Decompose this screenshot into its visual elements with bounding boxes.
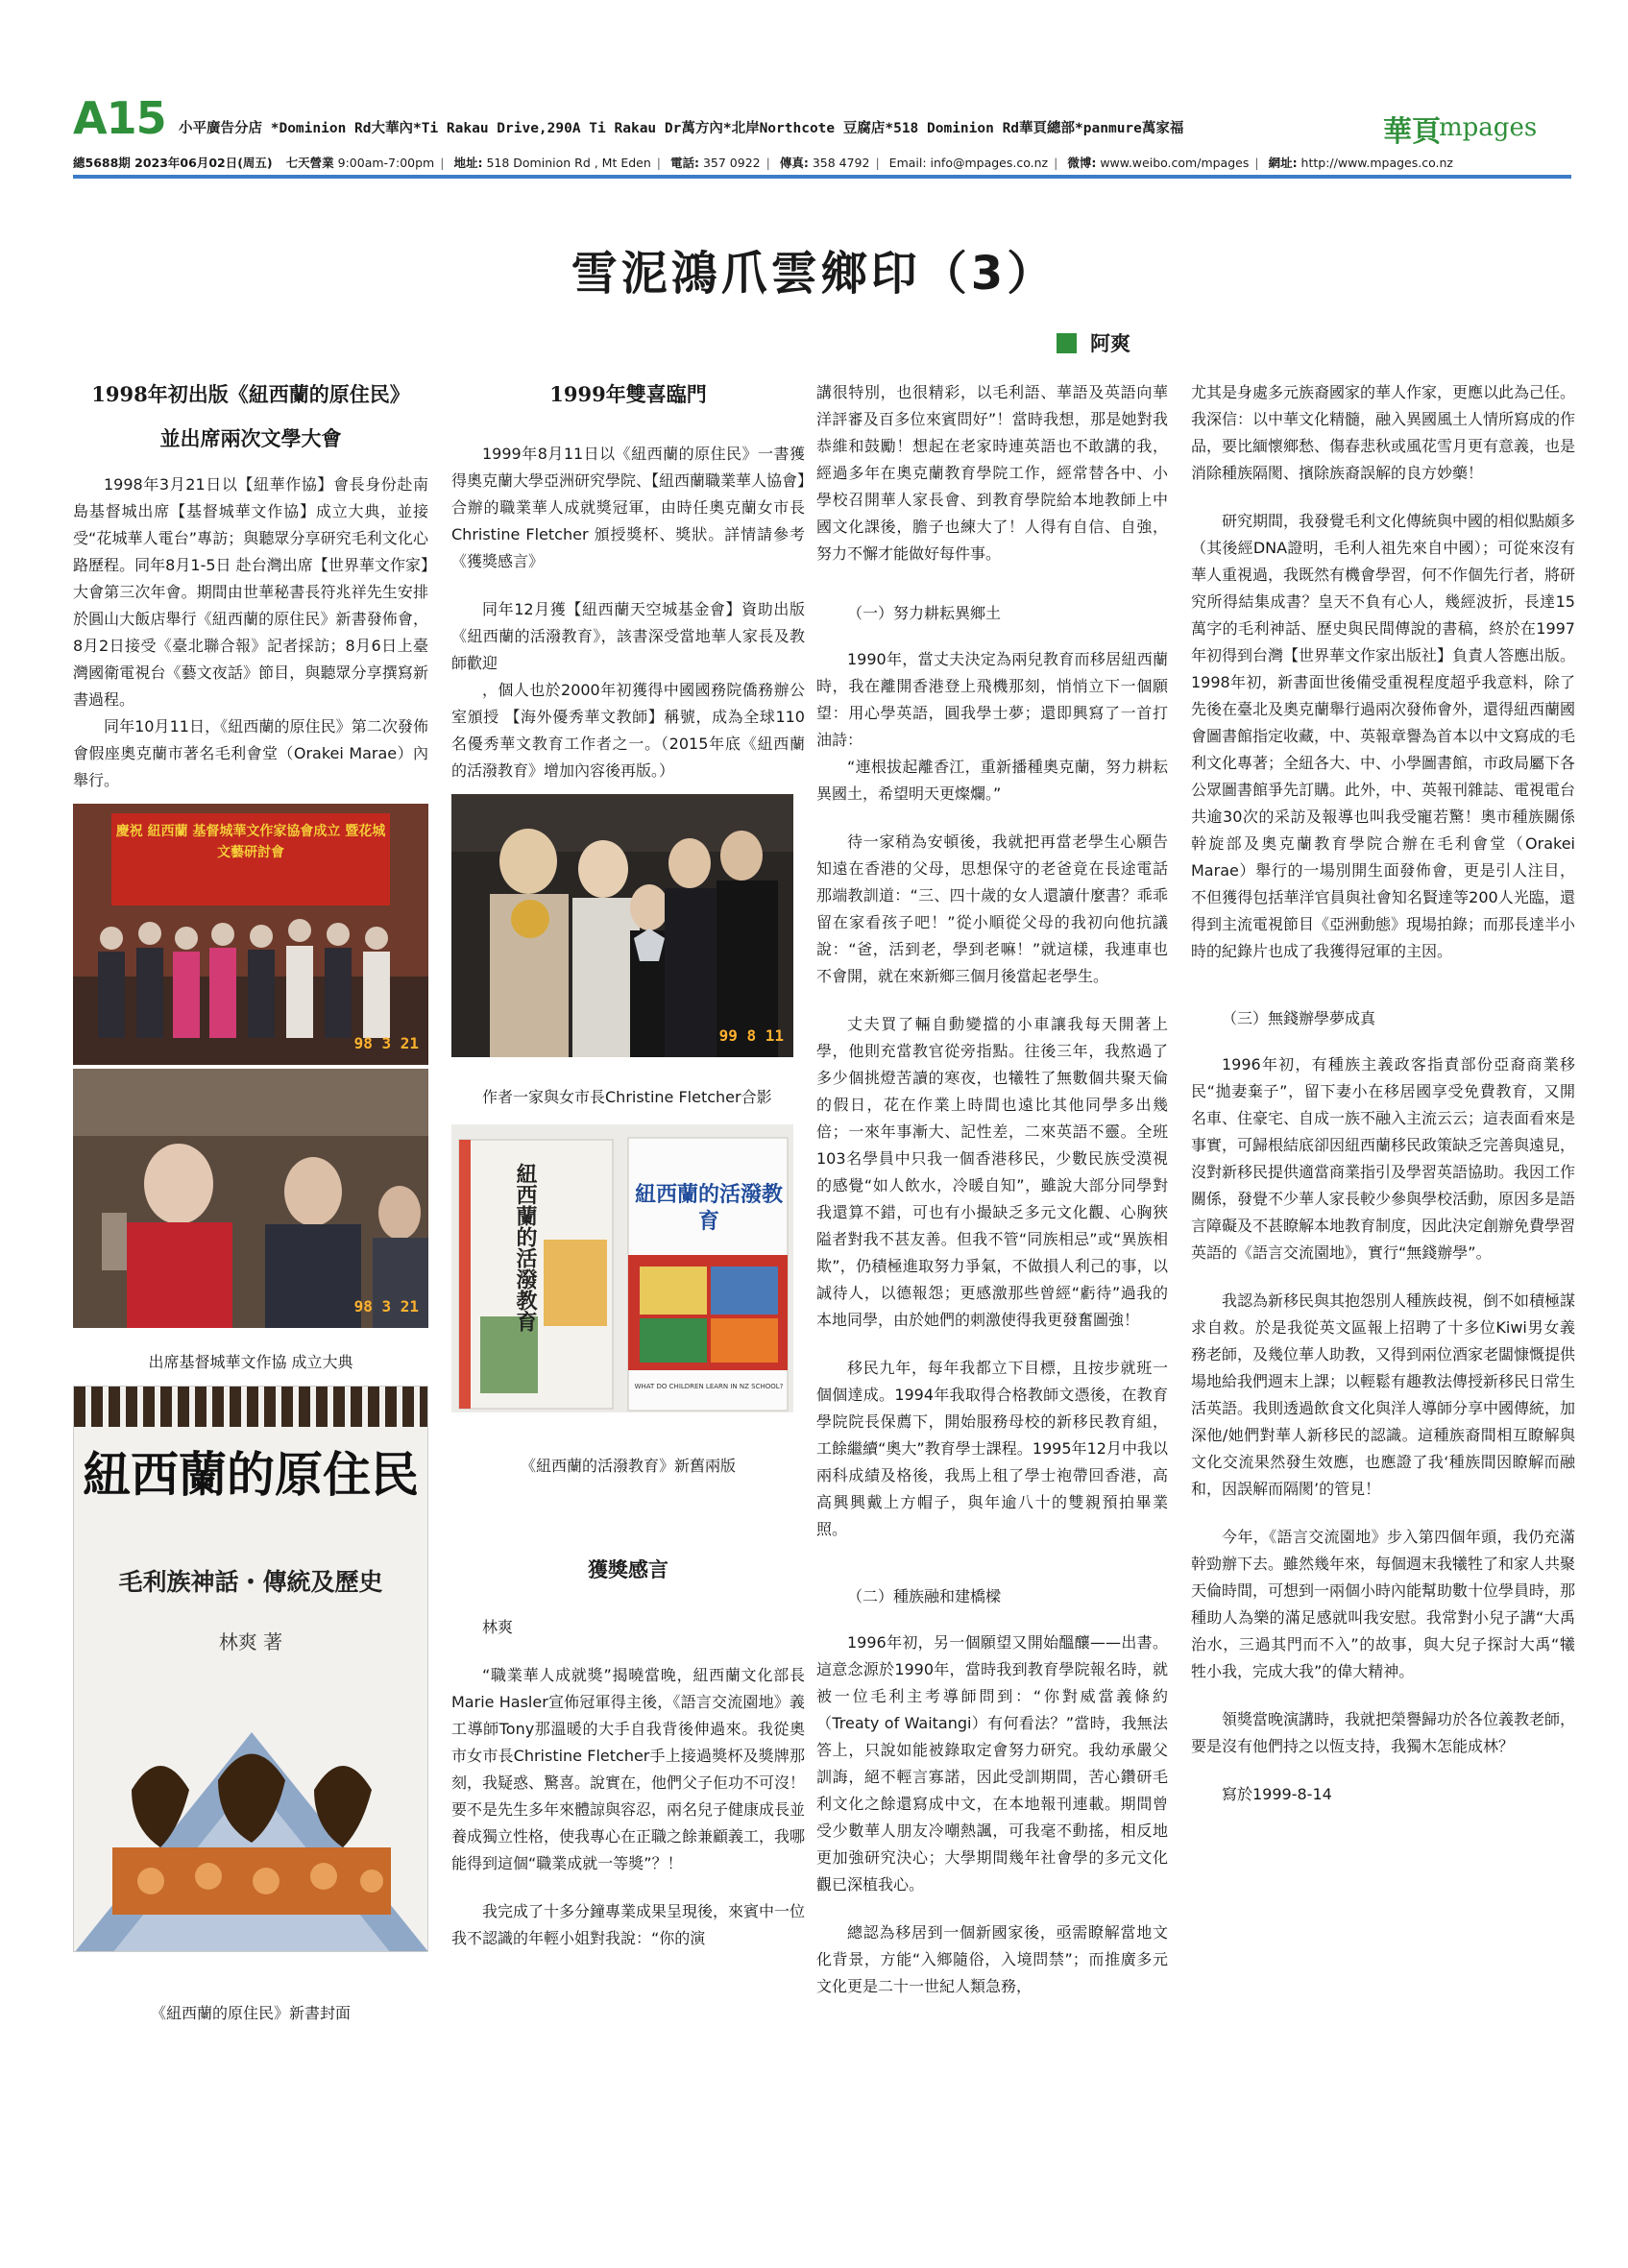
paragraph: 1996年初，有種族主義政客指責部份亞裔商業移民“拋妻棄子”，留下妻小在移居國享受免費教育，又開名車、住豪宅、自成一族不融入主流云云；這表面看來是事實，可歸根結底卻因紐西蘭移民政策缺乏完善與遠見，沒對新移民提供適當商業指引及學習英語協助。我因工作關係，發覺不少華人家長較少參與學校活動，原因多是語言障礙及不甚瞭解本地教育制度，因此決定創辦免費學習英語的《語言交流園地》，實行“無錢辦學”。: [1191, 1055, 1576, 1262]
mpages-logo: [1383, 108, 1556, 149]
branch-list: 小平廣告分店 *Dominion Rd大華內*Ti Rakau Drive,290A Ti Rakau Dr萬方內*北岸Northcote 豆腐店*518 Dominion Rd華頁總部*panmure萬家福: [179, 121, 1184, 136]
author-name: 阿爽: [1090, 332, 1130, 355]
column-4: [1191, 379, 1575, 1808]
author-square-icon: [1057, 333, 1077, 353]
photo-date-stamp: 99 8 11: [718, 1026, 784, 1045]
subsection-heading: （一）努力耕耘異鄉土: [847, 604, 1002, 622]
article-author: [1057, 328, 1130, 357]
web-label: 網址:: [1268, 156, 1298, 170]
paragraph: 1998年3月21日以【紐華作協】會長身份赴南島基督城出席【基督城華文作協】成立大典，並接受“花城華人電台”專訪；與聽眾分享研究毛利文化心路歷程。同年8月1-5日 赴台灣出席【世界華文作家】大會第三次年會。期間由世華秘書長符兆祥先生安排於圓山大飯店舉行《紐西蘭的原住民》新書發佈會，8月2日接受《臺北聯合報》記者採訪；8月6日上臺灣國衛電視台《藝文夜話》節目，與聽眾分享撰寫新書過程。: [73, 475, 428, 709]
paragraph: 我完成了十多分鐘專業成果呈現後，來賓中一位我不認識的年輕小姐對我說：“你的演: [451, 1902, 806, 1947]
hours-label: 七天營業: [285, 156, 334, 170]
book-cover-indigenous: [73, 1386, 428, 1952]
paragraph: 研究期間，我發覺毛利文化傳統與中國的相似點頗多（其後經DNA證明，毛利人祖先來自中國）；可從來沒有華人重視過，我既然有機會學習，何不作個先行者，將研究所得結集成書？皇天不負有心人，幾經波折，長達15萬字的毛利神話、歷史與民間傳說的書稿，終於在1997年初得到台灣【世界華文作家出版社】負責人答應出版。1998年初，新書面世後備受重視程度超乎我意料，除了先後在臺北及奧克蘭舉行過兩次發佈會外，還得紐西蘭國會圖書館指定收藏，中、英報章譽為首本以中文寫成的毛利文化專著；全紐各大、中、小學圖書館，市政局屬下各公眾圖書館爭先訂購。此外，中、英報刊雜誌、電視電台共逾30次的采訪及報導也叫我受寵若驚！奧市種族關係幹旋部及奧克蘭教育學院合辦在毛利會堂（Orakei Marae）舉行的一場別開生面發佈會，更是引人注目，不但獲得包括華洋官員與社會知名賢達等200人光臨，還得到主流電視節目《亞洲動態》現場拍錄；而那長達半小時的紀錄片也成了我獲得冠軍的主因。: [1191, 512, 1576, 960]
photo-caption: 出席基督城華文作協 成立大典: [148, 1353, 353, 1371]
signoff-date: 寫於1999-8-14: [1222, 1785, 1332, 1803]
page-number: A15: [73, 92, 166, 144]
address-label: 地址:: [453, 156, 483, 170]
paragraph: 1990年，當丈夫決定為兩兒教育而移居紐西蘭時，我在離開香港登上飛機那刻，悄悄立下一個願望：用心學英語，圓我學士夢；還即興寫了一首打油詩：: [816, 650, 1168, 749]
column-2: [451, 379, 805, 1952]
weibo[interactable]: www.weibo.com/mpages: [1100, 156, 1250, 170]
weibo-label: 微博:: [1067, 156, 1097, 170]
paragraph: 丈夫買了輛自動變擋的小車讓我每天開著上學，他則充當教官從旁指點。往後三年，我熬過了多少個挑燈苦讀的寒夜，也犧牲了無數個共聚天倫的假日，花在作業上時間也遠比其他同學多出幾倍；一來年事漸大、記性差，二來英語不靈。全班103名學員中只我一個香港移民，少數民族受漠視的感覺“如人飲水，冷暖自知”，雖說大部分同學對我還算不錯，可也有小撮缺乏多元文化觀、心胸狹隘者對我不甚友善。但我不管“同族相忌”或“異族相欺”，仍積極進取努力爭氣，不做損人利己的事，以誠待人，以德報怨；更感激那些曾經“虧待”過我的本地同學，由於她們的刺激使得我更發奮圖強！: [816, 1015, 1168, 1329]
article-title: 雪泥鴻爪雲鄉印（3）: [571, 247, 1057, 301]
photo-date-stamp: 98 3 21: [353, 1034, 419, 1052]
cover-author: 林爽 著: [218, 1630, 283, 1653]
masthead-info: 總5688期 2023年06月02日(周五) 七天營業 9:00am-7:00pm | 地址: 518 Dominion Rd , Mt Eden | 電話: 357 0922 | 傳真: 358 4792 | Email: info@mpages.co.nz | 微博: www.weibo.com/mpages | 網址: http://www.mpages.co.nz: [73, 156, 1453, 170]
new-edition-title: 紐西蘭的活潑教育: [634, 1183, 783, 1234]
photo-ceremony-group: [73, 804, 428, 1065]
logo-text: mpages: [1439, 113, 1538, 142]
paragraph: 領獎當晚演講時，我就把榮譽歸功於各位義教老師，要是沒有他們持之以恆支持，我獨木怎能成林？: [1191, 1710, 1576, 1755]
section-subheading: 並出席兩次文學大會: [159, 426, 342, 450]
photo-family-with-mayor-image: [451, 794, 793, 1057]
fax: 358 4792: [812, 156, 870, 170]
photo-date-stamp: 98 3 21: [353, 1297, 419, 1315]
cover-pattern-band: [74, 1387, 427, 1427]
paragraph: 今年，《語言交流園地》步入第四個年頭，我仍充滿幹勁辦下去。雖然幾年來，每個週末我犧牲了和家人共聚天倫時間，可想到一兩個小時內能幫助數十位學員時，那種助人為樂的滿足感就叫我安慰。我常對小兒子講“大禹治水，三過其門而不入”的故事，與大兒子探討大禹“犧牲小我，完成大我”的偉大精神。: [1191, 1528, 1576, 1680]
logo-mark: 華頁: [1383, 115, 1441, 149]
phone: 357 0922: [702, 156, 761, 170]
section-heading-award-speech: 獲獎感言: [588, 1557, 668, 1581]
paragraph: 1996年初，另一個願望又開始醞釀——出書。這意念源於1990年，當時我到教育學院報名時，就被一位毛利主考導師問到：“你對威當義條約（Treaty of Waitangi）有何看法？”當時，我無法答上，只說如能被錄取定會努力研究。我幼承嚴父訓誨，絕不輕言寡諾，因此受訓期間，苦心鑽研毛利文化之餘還寫成中文，在本地報刊連載。期間曾受少數華人朋友冷嘲熱諷，可我毫不動搖，相反地更加強研究決心；大學期間幾年社會學的多元文化觀已深植我心。: [816, 1633, 1168, 1894]
paragraph: 我認為新移民與其抱怨別人種族歧視，倒不如積極謀求自救。於是我從英文區報上招聘了十多位Kiwi男女義務老師，及幾位華人助教，又得到兩位酒家老闆慷慨提供場地給我們週末上課；以輕鬆有趣教法傳授新移民日常生活英語。我則透過飲食文化與洋人導師分享中國傳統，加深他/她們對華人新移民的認識。這種族裔間相互瞭解與文化交流果然發生效應，也應證了我‘種族間因瞭解而融和，因誤解而隔閡’的管見！: [1191, 1291, 1576, 1498]
email[interactable]: Email: info@mpages.co.nz: [888, 156, 1049, 170]
column-1: [73, 379, 428, 2027]
photo-ceremony-seated-image: [73, 1069, 428, 1328]
hours: 9:00am-7:00pm: [337, 156, 435, 170]
paragraph: 同年10月11日，《紐西蘭的原住民》第二次發佈會假座奧克蘭市著名毛利會堂（Orakei Marae）內舉行。: [73, 717, 428, 789]
cover-subtitle: 毛利族神話・傳統及歷史: [118, 1568, 383, 1596]
paragraph: 總認為移居到一個新國家後，亟需瞭解當地文化背景，方能“入鄉隨俗，入境問禁”；而推廣多元文化更是二十一世紀人類急務，: [816, 1923, 1168, 1995]
paragraph: 同年12月獲【紐西蘭天空城基金會】資助出版《紐西蘭的活潑教育》，該書深受當地華人家長及教師歡迎: [451, 600, 805, 672]
cover-title: 紐西蘭的原住民: [83, 1446, 419, 1503]
paragraph: “職業華人成就獎”揭曉當晚，紐西蘭文化部長Marie Hasler宣佈冠軍得主後，《語言交流園地》義工導師Tony那溫暖的大手自我背後伸過來。我從奧市女市長Christine Fletcher手上接過獎杯及獎牌那刻，我疑惑、驚喜。說實在，他們父子佢功不可沒！要不是先生多年來體諒與容忍，兩名兒子健康成長並養成獨立性格，使我專心在正職之餘兼顧義工，我哪能得到這個“職業成就一等獎”？！: [451, 1666, 806, 1872]
phone-label: 電話:: [669, 156, 699, 170]
paragraph: 1999年8月11日以《紐西蘭的原住民》一書獲得奧克蘭大學亞洲研究學院、【紐西蘭職業華人協會】合辦的職業華人成就獎冠軍，由時任奧克蘭女市長Christine Fletcher 頒授獎杯、獎狀。詳情請參考《獲獎感言》: [451, 445, 806, 570]
website[interactable]: http://www.mpages.co.nz: [1300, 156, 1453, 170]
paragraph: 待一家稍為安頓後，我就把再當老學生心願告知遠在香港的父母，思想保守的老爸竟在長途電話那端教訓道：“三、四十歲的女人還讀什麼書？乖乖留在家看孩子吧！”從小順從父母的我初向他抗議說：“爸，活到老，學到老嘛！”就這樣，我連車也不會開，就在來新鄉三個月後當起老學生。: [816, 832, 1168, 985]
paragraph: 講很特別，也很精彩，以毛利語、華語及英語向華洋評審及百多位來賓問好”！當時我想，那是她對我恭維和鼓勵！想起在老家時連英語也不敢講的我，經過多年在奧克蘭教育學院工作，經常替各中、小學校召開華人家長會、到教育學院給本地教師上中國文化課後，膽子也練大了！人得有自信、自強，努力不懈才能做好每件事。: [816, 383, 1168, 563]
subsection-heading: （三）無錢辦學夢成真: [1222, 1009, 1376, 1027]
section-heading: 1999年雙喜臨門: [549, 382, 707, 406]
poem: “連根拔起離香江，重新播種奧克蘭，努力耕耘異國土，希望明天更燦爛。”: [816, 758, 1168, 803]
photo-banner-text: 慶祝 紐西蘭 基督城華文作家協會成立 暨花城文藝研討會: [115, 824, 386, 860]
section-heading: 1998年初出版《紐西蘭的原住民》: [91, 382, 410, 406]
fax-label: 傳真:: [779, 156, 809, 170]
photo-caption: 《紐西蘭的活潑教育》新舊兩版: [520, 1457, 736, 1475]
photo-caption: 作者一家與女市長Christine Fletcher合影: [482, 1088, 772, 1106]
paragraph: ，個人也於2000年初獲得中國國務院僑務辦公室頒授 【海外優秀華文教師】稱號，成為全球110名優秀華文教育工作者之一。（2015年底《紐西蘭的活潑教育》增加內容後再版。）: [451, 681, 805, 780]
address: 518 Dominion Rd , Mt Eden: [486, 156, 651, 170]
photo-two-book-editions: [451, 1124, 793, 1412]
header-rule: [73, 175, 1571, 179]
photo-ceremony-seated: [73, 1069, 428, 1328]
issue-date: 總5688期 2023年06月02日(周五): [73, 156, 273, 170]
cover-maori-carving-image: [74, 1675, 428, 1952]
subsection-heading: （二）種族融和建橋樑: [847, 1587, 1002, 1605]
column-3: [816, 379, 1168, 2000]
paragraph: 尤其是身處多元族裔國家的華人作家，更應以此為己任。我深信：以中華文化精髓，融入異國風土人情所寫成的作品，要比緬懷鄉愁、傷春悲秋或風花雪月更有意義，也是消除種族隔閡、擯除族裔誤解的良方妙藥！: [1191, 383, 1576, 482]
photo-family-with-mayor: [451, 794, 793, 1057]
new-edition-english: WHAT DO CHILDREN LEARN IN NZ SCHOOL?: [634, 1383, 784, 1390]
old-edition-title: 紐西蘭的活潑教育: [513, 1163, 538, 1332]
book-cover-caption: 《紐西蘭的原住民》新書封面: [150, 2004, 351, 2022]
paragraph: 移民九年，每年我都立下目標，且按步就班一個個達成。1994年我取得合格教師文憑後，在教育學院院長保薦下，開始服務母校的新移民教育組，工餘繼續“奧大”教育學士課程。1995年12月中我以兩科成績及格後，我馬上租了學士袍帶回香港，高高興興戴上方帽子，與年逾八十的雙親預拍畢業照。: [816, 1359, 1168, 1538]
byline: 林爽: [482, 1618, 514, 1636]
